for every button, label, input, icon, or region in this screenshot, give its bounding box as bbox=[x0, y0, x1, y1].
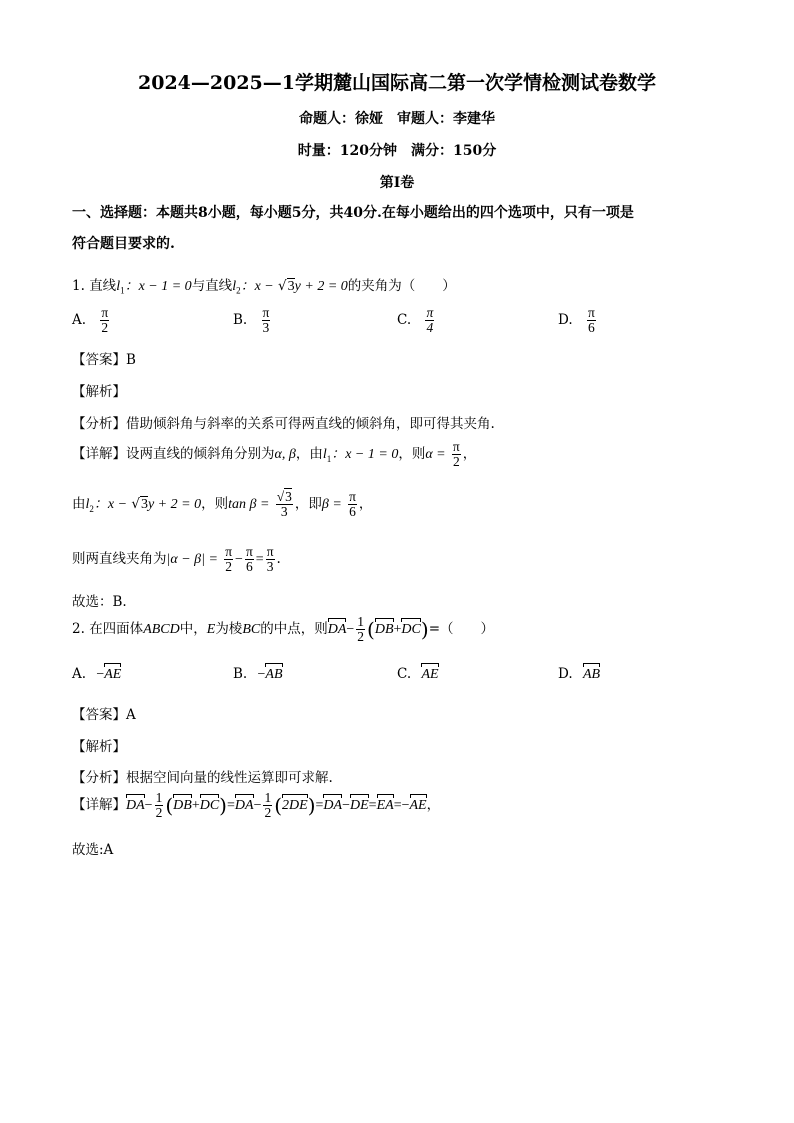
volume-heading: 第I卷 bbox=[379, 175, 415, 191]
detail-text: ，由 bbox=[295, 446, 323, 463]
vector-ea: EA bbox=[377, 793, 394, 814]
frac-den: 2 bbox=[357, 629, 365, 645]
detail-label: 【详解】 bbox=[72, 797, 126, 814]
option-vector: AB bbox=[583, 662, 600, 683]
frac-den: 2 bbox=[264, 805, 272, 821]
frac-den: 2 bbox=[225, 559, 232, 575]
question-number: 2. bbox=[72, 621, 85, 638]
vector-db: DB bbox=[375, 617, 394, 638]
frac-den: 2 bbox=[101, 320, 109, 336]
minus-sign: − bbox=[342, 798, 350, 814]
detail-text: 【详解】设两直线的倾斜角分别为 bbox=[72, 446, 275, 463]
stem-text: =（ ） bbox=[428, 621, 494, 638]
line-l2-sub: 2 bbox=[89, 503, 94, 514]
line-l1-equation: ：x − 1 = 0 bbox=[124, 279, 192, 294]
option-label: A. bbox=[72, 312, 87, 329]
question-1-stem: 1. 直线$l_1$：x − 1 = 0与直线$l_2$：x − √3y + 2 = 0的夹角为（ ） bbox=[72, 278, 456, 296]
plus-sign: + bbox=[191, 798, 200, 814]
equals-sign: = bbox=[393, 798, 402, 814]
option-label: A. bbox=[72, 666, 87, 682]
minus-sign: − bbox=[401, 798, 410, 814]
stem-text: 的中点，则 bbox=[260, 621, 328, 638]
minus-sign: − bbox=[346, 622, 355, 638]
q1-option-a[interactable] bbox=[72, 306, 111, 335]
vector-da: DA bbox=[235, 793, 254, 814]
q2-analysis: 【分析】根据空间向量的线性运算即可求解. bbox=[72, 770, 333, 786]
frac-num: 3 bbox=[285, 489, 292, 504]
stem-text: 的夹角为（ ） bbox=[347, 278, 456, 294]
line-l1-sub: 1 bbox=[120, 285, 125, 296]
frac-num: π bbox=[245, 544, 253, 559]
stem-text: 直线 bbox=[89, 278, 117, 294]
frac-num: π bbox=[262, 305, 270, 320]
line-l2-equation-a: ：x − bbox=[240, 279, 274, 294]
option-sign: − bbox=[257, 667, 266, 682]
line-l2-equation-a: ：x − bbox=[93, 497, 128, 513]
q2-choose: 故选:A bbox=[72, 842, 114, 858]
q1-analysis: 【分析】借助倾斜角与斜率的关系可得两直线的倾斜角，即可得其夹角. bbox=[72, 416, 495, 432]
frac-den: 3 bbox=[280, 504, 288, 520]
stem-text: 为棱 bbox=[215, 621, 243, 638]
detail-text: . bbox=[276, 551, 281, 568]
vector-db: DB bbox=[173, 793, 192, 814]
frac-num: π bbox=[587, 305, 595, 320]
q1-option-b[interactable] bbox=[233, 306, 272, 335]
frac-num: π bbox=[101, 305, 109, 320]
frac-den: 6 bbox=[587, 320, 595, 336]
q1-choose: 故选：B. bbox=[72, 594, 127, 610]
angle-difference: |α − β| = bbox=[166, 552, 218, 568]
option-label: B. bbox=[233, 312, 248, 329]
frac-den: 4 bbox=[426, 320, 434, 336]
vector-da: DA bbox=[323, 793, 342, 814]
time-score-line: 时量：120分钟 满分：150分 bbox=[297, 143, 497, 159]
option-sign: − bbox=[96, 667, 105, 682]
vector-da: DA bbox=[328, 617, 347, 638]
vector-dc: DC bbox=[200, 793, 219, 814]
frac-num: π bbox=[266, 544, 274, 559]
detail-text: 则两直线夹角为 bbox=[72, 551, 167, 568]
alpha-eq: α = bbox=[425, 447, 446, 463]
line-l1: l bbox=[322, 447, 327, 463]
option-label: D. bbox=[558, 312, 573, 329]
frac-num: 1 bbox=[264, 790, 272, 805]
frac-den: 2 bbox=[155, 805, 163, 821]
minus-sign: − bbox=[253, 798, 262, 814]
frac-num: 1 bbox=[155, 790, 163, 805]
q1-option-d[interactable] bbox=[558, 306, 598, 335]
q2-option-d[interactable] bbox=[558, 662, 600, 683]
stem-text: 与直线 bbox=[191, 278, 233, 294]
q2-jiexi: 【解析】 bbox=[72, 739, 126, 755]
frac-num: π bbox=[349, 489, 356, 504]
authors-line: 命题人：徐娅 审题人：李建华 bbox=[299, 111, 495, 127]
angles: α, β bbox=[274, 447, 296, 463]
vector-ae: AE bbox=[410, 793, 427, 814]
section-heading-line2: 符合题目要求的. bbox=[72, 236, 175, 252]
option-label: B. bbox=[233, 666, 248, 682]
detail-text: ， bbox=[358, 496, 373, 513]
frac-den: 2 bbox=[452, 454, 460, 470]
option-vector: AB bbox=[265, 662, 282, 683]
frac-den: 6 bbox=[349, 504, 356, 520]
line-l2-equation-b: y + 2 = 0 bbox=[294, 279, 348, 294]
plus-sign: + bbox=[393, 622, 402, 638]
stem-text: 在四面体 bbox=[89, 621, 144, 638]
stem-text: 中， bbox=[179, 621, 207, 638]
question-2-stem: 2. 在四面体ABCD中，E为棱BC的中点，则DA− $\frac{1}{2}$ (DB+DC)=（ ） bbox=[72, 614, 494, 645]
detail-text: ，则 bbox=[201, 496, 229, 513]
option-vector: AE bbox=[421, 662, 438, 683]
frac-den: 6 bbox=[245, 559, 253, 575]
point-e: E bbox=[206, 622, 216, 638]
frac-num: π bbox=[225, 544, 233, 559]
frac-num: π bbox=[426, 305, 434, 320]
q1-detail-line1 bbox=[72, 440, 476, 469]
line-l2-sub: 2 bbox=[236, 285, 241, 296]
q1-detail-line2: 由$l_2$：x − √3y + 2 = 0，则tan β = $\frac{√3}{3}$ ，即β = $\frac{\pi}{6}$ ， bbox=[72, 489, 373, 520]
tan-beta: tan β = bbox=[228, 497, 270, 513]
equals-sign: = bbox=[368, 798, 377, 814]
tetrahedron-name: ABCD bbox=[143, 622, 180, 638]
section-heading-line1: 一、选择题：本题共8小题，每小题5分，共40分.在每小题给出的四个选项中，只有一项是 bbox=[72, 205, 634, 221]
q1-detail-line3: 则两直线夹角为|α − β| = $\frac{\pi}{2}$ − $\frac{\pi}{6}$ = $\frac{\pi}{3}$ . bbox=[72, 544, 281, 575]
equals-sign: = bbox=[226, 798, 235, 814]
line-l1: l bbox=[116, 279, 121, 294]
line-l1-sub: 1 bbox=[326, 453, 332, 464]
option-label: D. bbox=[558, 666, 573, 682]
minus-sign: − bbox=[144, 798, 153, 814]
q2-option-b[interactable] bbox=[233, 662, 283, 683]
detail-text: ，即 bbox=[294, 496, 322, 513]
frac-num: π bbox=[452, 439, 460, 454]
option-label: C. bbox=[397, 666, 412, 682]
equals-sign: = bbox=[315, 798, 324, 814]
page-title: 2024—2025—1学期麓山国际高二第一次学情检测试卷数学 bbox=[138, 72, 656, 94]
vector-de: DE bbox=[350, 793, 369, 814]
line-l2: l bbox=[232, 279, 237, 294]
frac-den: 3 bbox=[262, 320, 270, 336]
line-l1-equation: ：x − 1 = 0 bbox=[331, 447, 399, 463]
line-l2: l bbox=[85, 497, 90, 513]
q2-answer: 【答案】A bbox=[72, 707, 136, 723]
vector-da: DA bbox=[126, 793, 145, 814]
detail-text: ， bbox=[462, 446, 477, 463]
beta-eq: β = bbox=[321, 497, 342, 513]
q2-option-a[interactable] bbox=[72, 662, 121, 683]
q2-option-c[interactable] bbox=[397, 662, 439, 683]
q1-option-c[interactable] bbox=[397, 306, 436, 335]
question-number: 1. bbox=[72, 278, 85, 294]
vector-dc: DC bbox=[401, 617, 420, 638]
detail-text: ， bbox=[426, 797, 441, 814]
vector-2de: 2DE bbox=[282, 793, 308, 814]
sqrt-3: 3 bbox=[287, 279, 295, 294]
q2-detail: 【详解】DA− $\frac{1}{2}$ (DB+DC)=DA− $\frac{1}{2}$ (2DE)=DA−DE=EA=−AE， bbox=[72, 790, 441, 821]
frac-den: 3 bbox=[266, 559, 274, 575]
edge-bc: BC bbox=[242, 622, 261, 638]
frac-num: 1 bbox=[357, 614, 365, 629]
option-label: C. bbox=[397, 312, 412, 329]
sqrt-3: 3 bbox=[140, 497, 148, 513]
option-vector: AE bbox=[104, 662, 121, 683]
detail-text: 由 bbox=[72, 496, 86, 513]
line-l2-equation-b: y + 2 = 0 bbox=[147, 497, 202, 513]
q1-answer: 【答案】B bbox=[72, 352, 136, 368]
detail-text: ，则 bbox=[398, 446, 426, 463]
q1-jiexi: 【解析】 bbox=[72, 384, 126, 400]
